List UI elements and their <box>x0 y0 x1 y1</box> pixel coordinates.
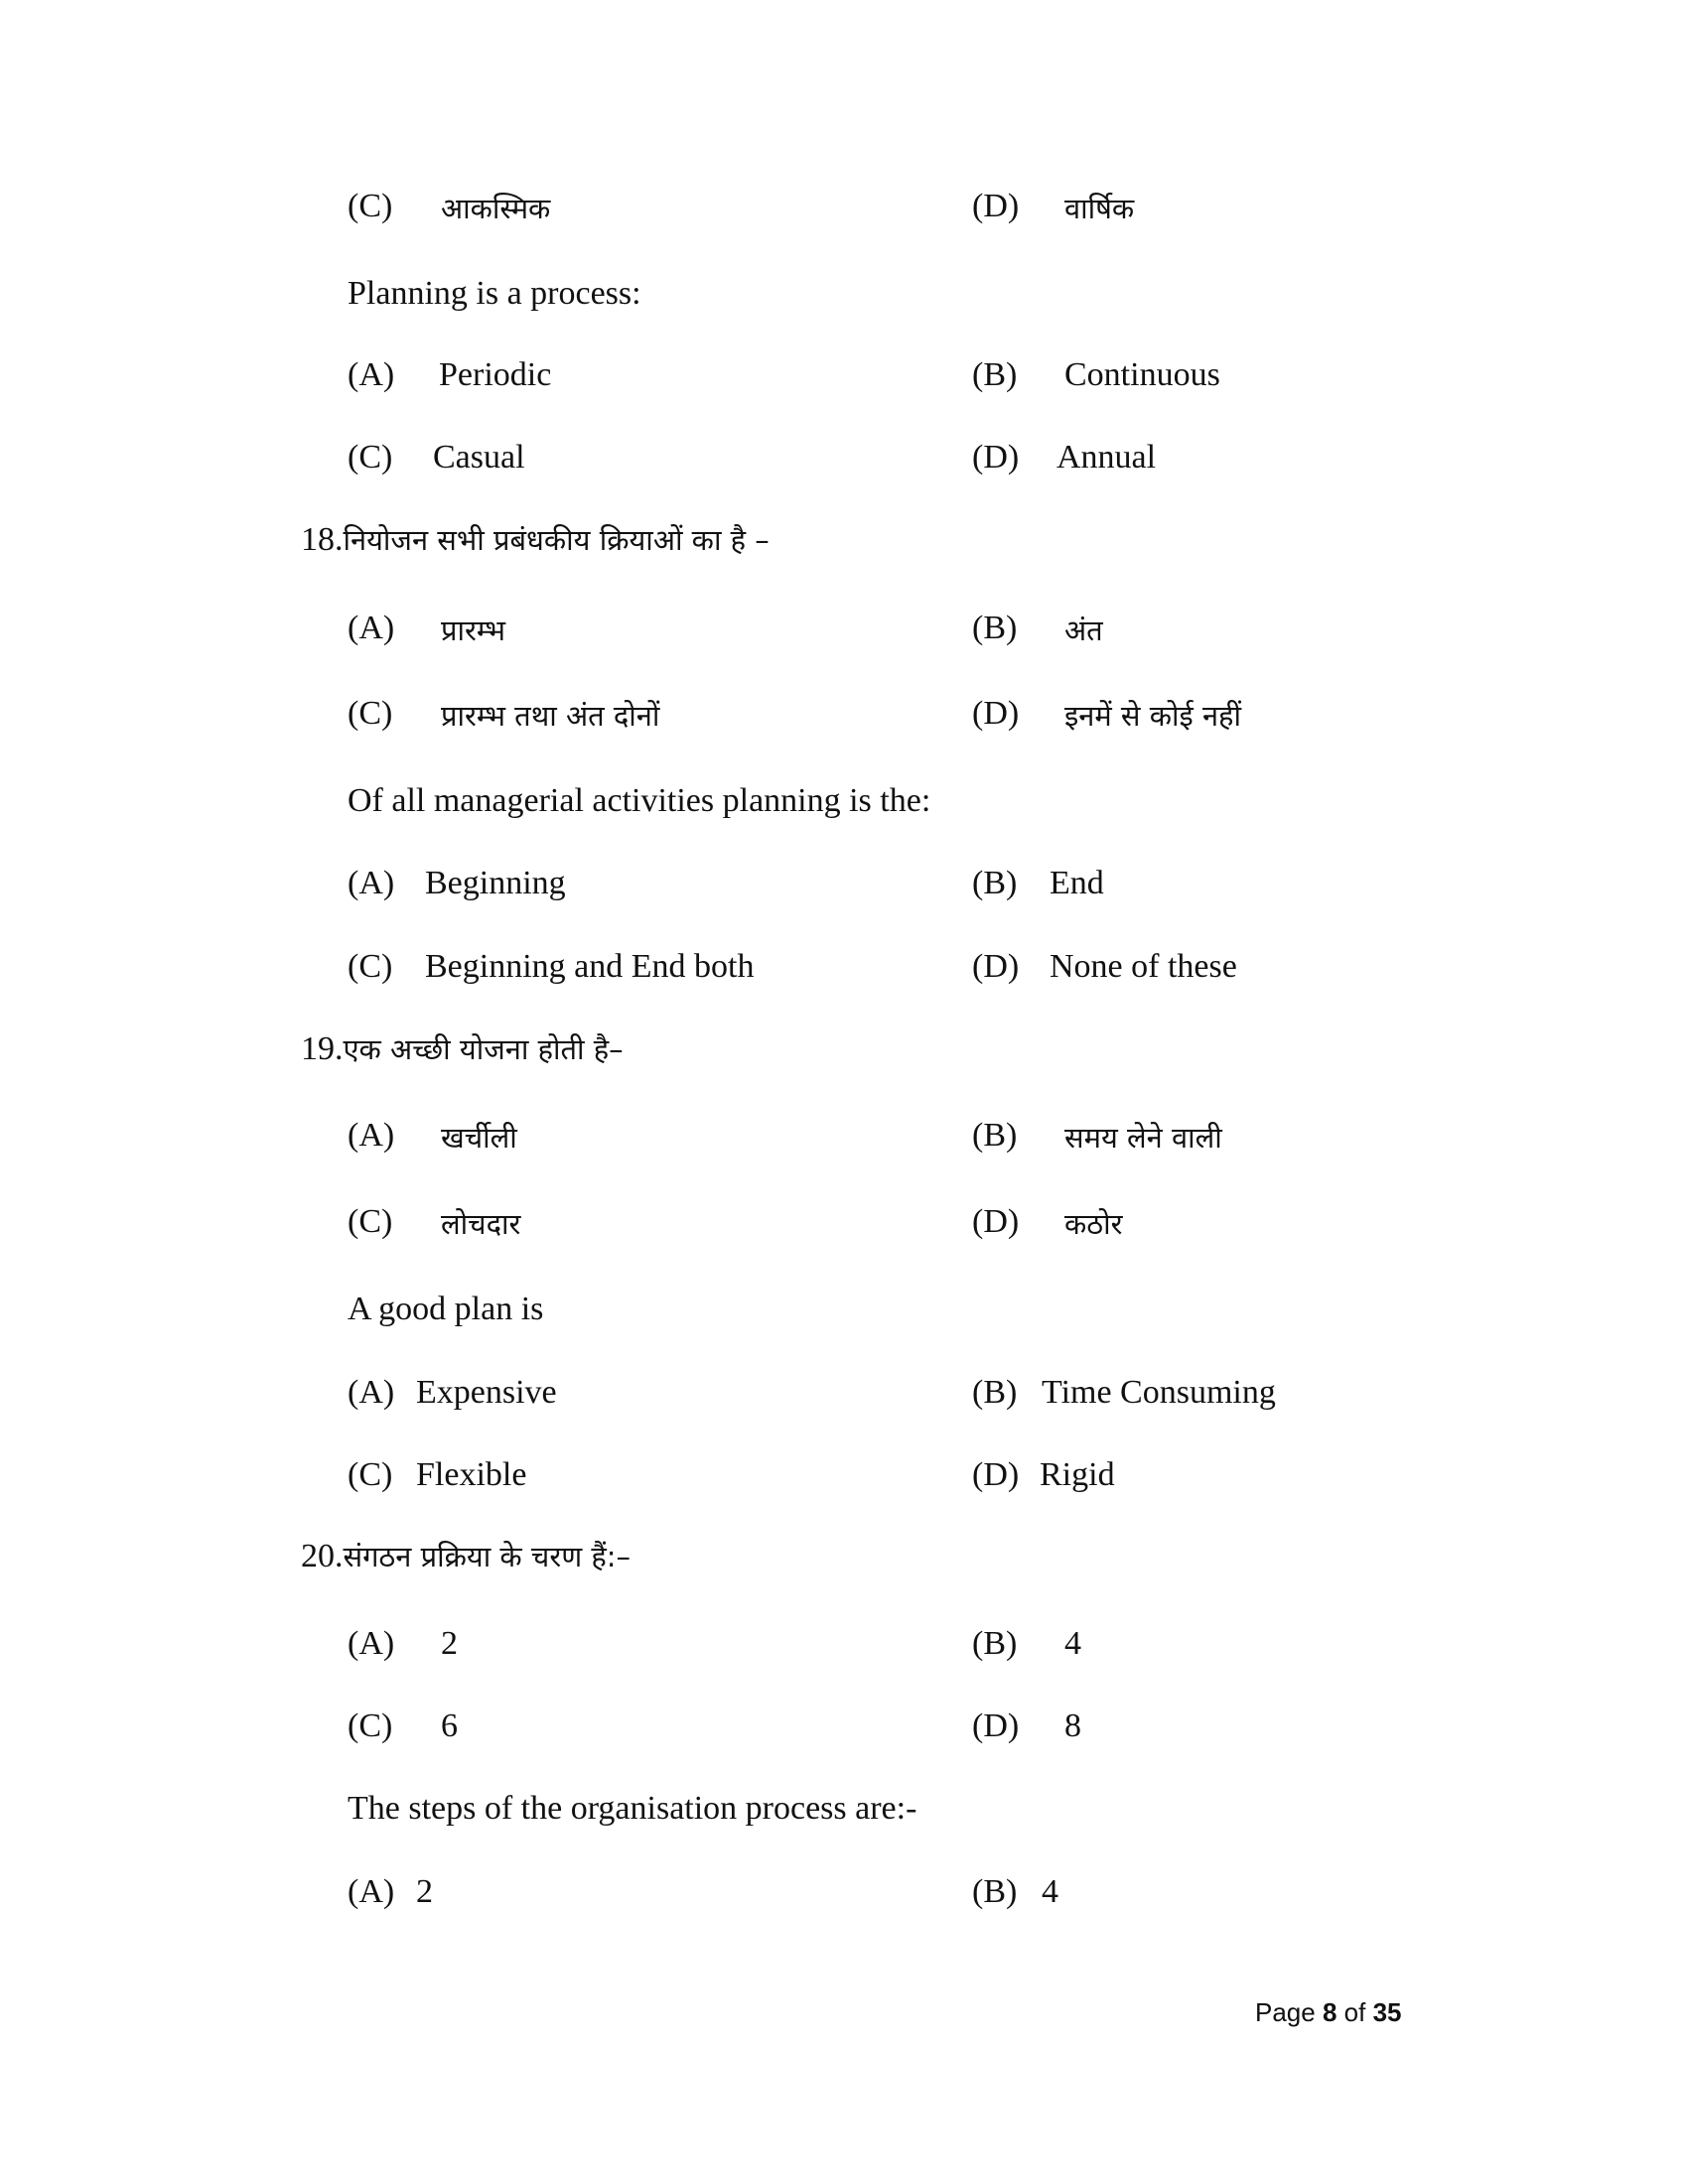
option-label: (C) <box>348 1203 393 1240</box>
option-label: (C) <box>348 1456 393 1493</box>
option-label: (A) <box>348 1117 395 1154</box>
option-label: (D) <box>972 1707 1020 1744</box>
option-text: Beginning <box>425 865 566 901</box>
option-label: (D) <box>972 1203 1020 1240</box>
option-text: Rigid <box>1040 1456 1115 1493</box>
option-text: अंत <box>1064 614 1103 647</box>
option-label: (C) <box>348 948 393 985</box>
question-text-en: Of all managerial activities planning is the: <box>348 782 931 819</box>
option-label: (B) <box>972 356 1018 393</box>
option-text: 2 <box>416 1873 433 1910</box>
option-label: (B) <box>972 1625 1018 1662</box>
option-label: (B) <box>972 865 1018 901</box>
option-text: लोचदार <box>441 1207 521 1241</box>
question-text-en: A good plan is <box>348 1291 544 1327</box>
of-word: of <box>1343 1997 1366 2027</box>
option-label: (C) <box>348 1707 393 1744</box>
question-text-hi: नियोजन सभी प्रबंधकीय क्रियाओं का है – <box>343 523 770 557</box>
option-label: (A) <box>348 1873 395 1910</box>
option-label: (A) <box>348 1374 395 1411</box>
option-text: 2 <box>441 1625 458 1662</box>
option-text: 6 <box>441 1707 458 1744</box>
current-page: 8 <box>1322 1997 1337 2027</box>
option-text: 4 <box>1042 1873 1058 1910</box>
option-text: प्रारम्भ तथा अंत दोनों <box>441 699 660 733</box>
option-label: (C) <box>348 695 393 732</box>
page-word: Page <box>1255 1997 1316 2027</box>
question-number: 20. <box>301 1538 344 1574</box>
option-label: (C) <box>348 188 393 224</box>
option-label: (B) <box>972 610 1018 646</box>
option-text: वार्षिक <box>1064 192 1135 225</box>
option-label: (B) <box>972 1873 1018 1910</box>
option-text: End <box>1050 865 1104 901</box>
option-text: Time Consuming <box>1042 1374 1276 1411</box>
option-row <box>348 187 392 226</box>
option-label: (B) <box>972 1117 1018 1154</box>
option-label: (D) <box>972 948 1020 985</box>
option-label: (A) <box>348 356 395 393</box>
option-label: (B) <box>972 1374 1018 1411</box>
question-19 <box>301 1029 624 1069</box>
option-text: Expensive <box>416 1374 557 1411</box>
option-text: आकस्मिक <box>441 192 551 225</box>
option-text: Flexible <box>416 1456 527 1493</box>
option-label: (D) <box>972 188 1020 224</box>
question-number: 18. <box>301 521 344 558</box>
option-label: (D) <box>972 439 1020 476</box>
option-label: (A) <box>348 1625 395 1662</box>
option-text: Annual <box>1056 439 1157 476</box>
option-text: 4 <box>1064 1625 1081 1662</box>
page-number-footer <box>1255 1997 1402 2028</box>
option-text: इनमें से कोई नहीं <box>1064 699 1241 733</box>
option-label: (D) <box>972 695 1020 732</box>
option-label: (A) <box>348 610 395 646</box>
question-18 <box>301 520 770 560</box>
question-number: 19. <box>301 1030 344 1067</box>
option-label: (D) <box>972 1456 1020 1493</box>
option-text: None of these <box>1050 948 1237 985</box>
option-label: (C) <box>348 439 393 476</box>
option-text: Beginning and End both <box>425 948 755 985</box>
option-label: (A) <box>348 865 395 901</box>
option-text: Continuous <box>1064 356 1220 393</box>
option-text: कठोर <box>1064 1207 1123 1241</box>
option-text: समय लेने वाली <box>1064 1121 1222 1155</box>
option-text: प्रारम्भ <box>441 614 505 647</box>
option-text: 8 <box>1064 1707 1081 1744</box>
question-text-en: Planning is a process: <box>348 275 641 312</box>
option-text: Casual <box>433 439 525 476</box>
total-pages: 35 <box>1372 1997 1402 2027</box>
question-text-en: The steps of the organisation process are:- <box>348 1790 917 1827</box>
option-text: खर्चीली <box>441 1121 517 1155</box>
option-text: Periodic <box>439 356 552 393</box>
question-20 <box>301 1537 631 1576</box>
question-text-hi: संगठन प्रक्रिया के चरण हैं:– <box>343 1540 632 1573</box>
question-text-hi: एक अच्छी योजना होती है– <box>343 1032 624 1066</box>
